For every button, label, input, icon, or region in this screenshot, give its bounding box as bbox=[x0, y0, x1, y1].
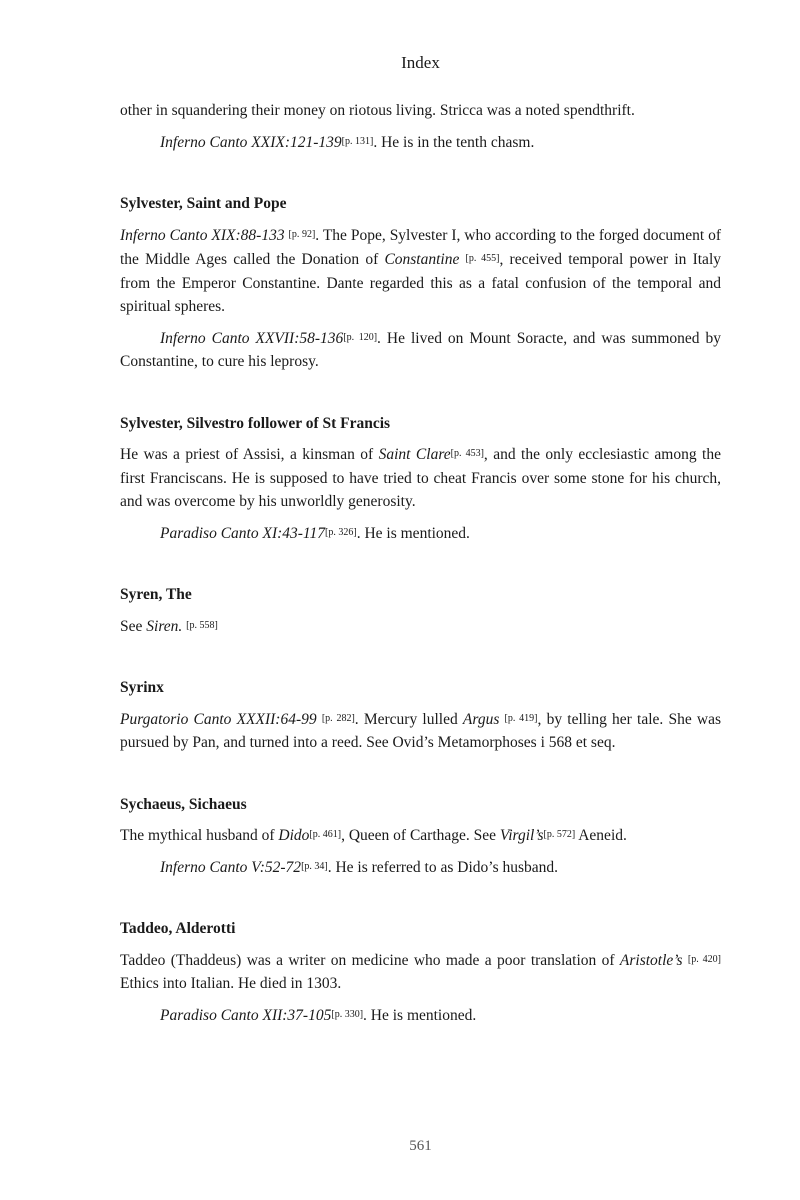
page-reference: [p. 558] bbox=[186, 619, 218, 631]
page-reference: [p. 420] bbox=[687, 953, 722, 965]
canto-reference-link[interactable]: Paradiso Canto XI:43-117 bbox=[160, 524, 326, 542]
entry-paragraph: Paradiso Canto XI:43-117[p. 326]. He is mentioned. bbox=[160, 524, 470, 542]
canto-reference-link[interactable]: Paradiso Canto XII:37-105 bbox=[160, 1006, 332, 1024]
continuation-reference-paragraph bbox=[120, 130, 721, 155]
cross-reference-link[interactable]: Saint Clare bbox=[378, 446, 451, 463]
entry-heading: Syrinx bbox=[120, 679, 164, 696]
entry-paragraph: The mythical husband of Dido[p. 461], Queen of Carthage. See Virgil’s[p. 572] Aeneid. bbox=[120, 827, 627, 844]
page-reference: [p. 453] bbox=[450, 448, 484, 459]
entry-paragraph: See Siren. [p. 558] bbox=[120, 617, 218, 635]
cross-reference-link[interactable]: Argus bbox=[462, 710, 500, 728]
page-reference: [p. 326] bbox=[325, 526, 357, 538]
page-reference: [p. 455] bbox=[465, 253, 500, 264]
page-reference: [p. 34] bbox=[301, 860, 328, 872]
entry-paragraph: Inferno Canto XIX:88-133 [p. 92]. The Pope, Sylvester I, who according to the forged document of the Middle Ages called the Donation of Constantine [p. 455], received temporal power in Italy from the Emperor Constantine. Dante regarded this as a fatal confusion of the temporal and spiritual spheres. bbox=[120, 226, 721, 315]
reference-note: . He is in the tenth chasm. bbox=[373, 133, 535, 151]
entry-heading: Syren, The bbox=[120, 586, 192, 603]
page-reference: [p. 282] bbox=[321, 712, 355, 724]
page-reference: [p. 120] bbox=[343, 331, 378, 343]
page bbox=[120, 0, 721, 1200]
cross-reference-link[interactable]: Dido bbox=[278, 827, 310, 844]
page-number: 561 bbox=[409, 1138, 432, 1154]
canto-reference-link[interactable]: Purgatorio Canto XXXII:64-99 bbox=[120, 710, 317, 728]
entry-paragraph: He was a priest of Assisi, a kinsman of Saint Clare[p. 453], and the only ecclesiastic among the first Franciscans. He is supposed to have tried to cheat Francis over some stone for his church, and was overcome by his unworldly generosity. bbox=[120, 446, 721, 510]
page-reference: [p. 131] bbox=[341, 135, 374, 147]
page-reference: [p. 419] bbox=[504, 712, 538, 724]
entry-heading: Sychaeus, Sichaeus bbox=[120, 795, 247, 813]
page-reference: [p. 92] bbox=[288, 228, 316, 240]
canto-reference-link[interactable]: Inferno Canto V:52-72 bbox=[160, 858, 302, 876]
entry-paragraph: Inferno Canto V:52-72[p. 34]. He is referred to as Dido’s husband. bbox=[160, 858, 559, 876]
page-reference: [p. 330] bbox=[331, 1008, 364, 1020]
entry-heading: Sylvester, Silvestro follower of St Francis bbox=[120, 414, 391, 432]
cross-reference-link[interactable]: Siren. bbox=[146, 617, 183, 635]
cross-reference-link[interactable]: Virgil’s bbox=[499, 827, 544, 844]
running-head: Index bbox=[401, 53, 440, 72]
entry-paragraph: Paradiso Canto XII:37-105[p. 330]. He is mentioned. bbox=[160, 1006, 477, 1024]
entry-paragraph: Purgatorio Canto XXXII:64-99 [p. 282]. Mercury lulled Argus [p. 419], by telling her tale. She was pursued by Pan, and turned into a reed. See Ovid’s Metamorphoses i 568 et seq. bbox=[120, 710, 721, 751]
canto-reference-link[interactable]: Inferno Canto XXIX:121-139 bbox=[160, 133, 342, 151]
entry-heading: Sylvester, Saint and Pope bbox=[120, 195, 287, 212]
canto-reference-link[interactable]: Inferno Canto XIX:88-133 bbox=[120, 226, 285, 244]
page-reference: [p. 461] bbox=[309, 829, 342, 840]
entry-paragraph: Taddeo (Thaddeus) was a writer on medicine who made a poor translation of Aristotle’s [p. 420] Ethics into Italian. He died in 1303. bbox=[120, 951, 722, 992]
cross-reference-link[interactable]: Aristotle’s bbox=[619, 951, 683, 969]
entry-paragraph: Inferno Canto XXVII:58-136[p. 120]. He lived on Mount Soracte, and was summoned by Constantine, to cure his leprosy. bbox=[120, 329, 721, 370]
canto-reference-link[interactable]: Inferno Canto XXVII:58-136 bbox=[160, 329, 344, 347]
continuation-paragraph: other in squandering their money on riotous living. Stricca was a noted spendthrift. bbox=[120, 102, 635, 119]
index-content bbox=[120, 99, 721, 1027]
page-reference: [p. 572] bbox=[543, 829, 576, 840]
entry-heading: Taddeo, Alderotti bbox=[120, 920, 236, 937]
cross-reference-link[interactable]: Constantine bbox=[384, 251, 460, 268]
